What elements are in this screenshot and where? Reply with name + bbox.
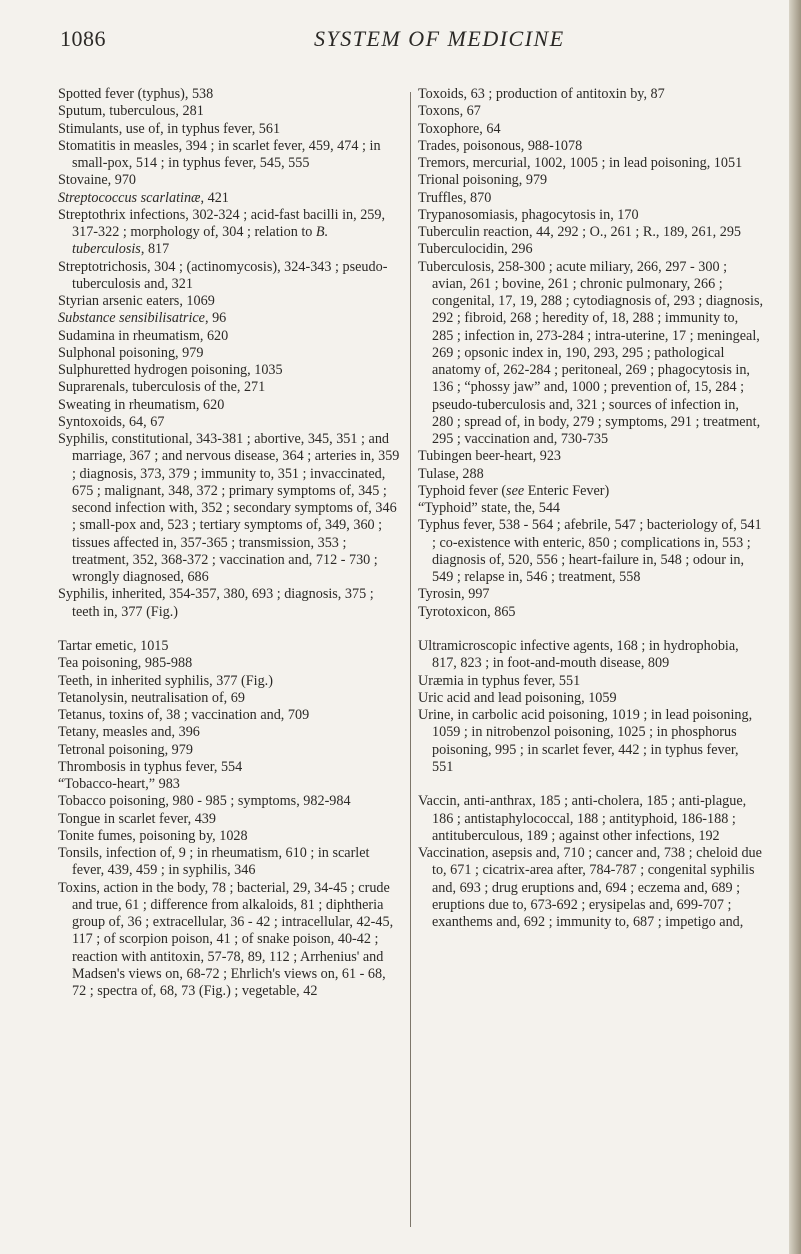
letter-section-gap <box>418 621 763 638</box>
index-entry: Syphilis, constitutional, 343-381 ; abortive, 345, 351 ; and marriage, 367 ; and nervous disease, 364 ; arteries in, 359 ; diagnosis, 373, 379 ; immunity to, 351 ; invaccinated, 675 ; malignant, 348, 372 ; primary symptoms of, 345 ; second infection with, 352 ; secondary symptoms of, 346 ; small-pox and, 523 ; tertiary symptoms of, 349, 360 ; tissues affected in, 357-365 ; transmission, 353 ; treatment, 352, 368-372 ; vaccination and, 712 - 730 ; wrongly diagnosed, 686 <box>58 431 400 585</box>
page-number: 1086 <box>60 26 106 51</box>
index-entry: Toxoids, 63 ; production of antitoxin by, 87 <box>418 86 665 102</box>
index-entry: Tonsils, infection of, 9 ; in rheumatism, 610 ; in scarlet fever, 439, 459 ; in syphilis, 346 <box>58 845 370 879</box>
index-entry: Uræmia in typhus fever, 551 <box>418 672 581 689</box>
index-entry: Tartar emetic, 1015 <box>58 638 169 654</box>
index-entry: Tetanus, toxins of, 38 ; vaccination and, 709 <box>58 707 310 723</box>
letter-section-gap <box>418 776 763 793</box>
index-entry: Urine, in carbolic acid poisoning, 1019 ; in lead poisoning, 1059 ; in nitrobenzol poisoning, 1025 ; in phosphorus poisoning, 995 ; in scarlet fever, 442 ; in typhus fever, 551 <box>418 707 753 775</box>
index-entry: Toxons, 67 <box>418 103 481 120</box>
index-entry: Trypanosomiasis, phagocytosis in, 170 <box>418 206 639 223</box>
index-entry: Tulase, 288 <box>418 465 484 482</box>
page-edge-shadow <box>789 0 801 1254</box>
index-entry: Suprarenals, tuberculosis of the, 271 <box>58 379 266 396</box>
index-entry: Tetronal poisoning, 979 <box>58 741 193 758</box>
index-entry: Sputum, tuberculous, 281 <box>58 103 204 120</box>
index-entry: Stimulants, use of, in typhus fever, 561 <box>58 120 281 137</box>
running-title: SYSTEM OF MEDICINE <box>314 26 565 51</box>
index-entry: Tuberculin reaction, 44, 292 ; O., 261 ; R., 189, 261, 295 <box>418 224 742 240</box>
index-entry: Tea poisoning, 985-988 <box>58 655 193 672</box>
index-entry: Tetanolysin, neutralisation of, 69 <box>58 689 245 706</box>
index-entry: Tobacco poisoning, 980 - 985 ; symptoms, 982-984 <box>58 793 351 810</box>
index-entry: Typhus fever, 538 - 564 ; afebrile, 547 ; bacteriology of, 541 ; co-existence with enteric, 850 ; complications in, 553 ; diagnosis of, 520, 556 ; heart-failure in, 548 ; odour in, 549 ; relapse in, 546 ; treatment, 558 <box>418 517 762 585</box>
index-entry: Teeth, in inherited syphilis, 377 (Fig.) <box>58 672 273 689</box>
index-entry: Syntoxoids, 64, 67 <box>58 413 165 430</box>
index-entry: Sulphonal poisoning, 979 <box>58 344 204 361</box>
index-entry: Tubingen beer-heart, 923 <box>418 448 562 465</box>
index-entry: Streptotrichosis, 304 ; (actinomycosis), 324-343 ; pseudo-tuberculosis and, 321 <box>58 258 388 292</box>
letter-section-gap <box>58 621 400 638</box>
index-entry: Substance sensibilisatrice, 96 <box>58 310 227 327</box>
index-entry: Trades, poisonous, 988-1078 <box>418 137 583 154</box>
index-entry: Tonite fumes, poisoning by, 1028 <box>58 827 248 844</box>
index-entry: Tyrotoxicon, 865 <box>418 603 516 620</box>
index-entry: Ultramicroscopic infective agents, 168 ; in hydrophobia, 817, 823 ; in foot-and-mouth disease, 809 <box>418 638 739 672</box>
index-entry: Sulphuretted hydrogen poisoning, 1035 <box>58 362 283 378</box>
index-entry: Styrian arsenic eaters, 1069 <box>58 293 215 309</box>
index-entry: Trional poisoning, 979 <box>418 172 548 189</box>
index-column-left <box>58 86 400 1000</box>
page-header <box>60 26 750 56</box>
index-entry: Vaccin, anti-anthrax, 185 ; anti-cholera, 185 ; anti-plague, 186 ; antistaphylococcal, 188 ; antityphoid, 186-188 ; antituberculous, 189 ; against other infections, 192 <box>418 793 747 844</box>
index-entry: Toxophore, 64 <box>418 120 501 137</box>
index-entry: “Typhoid” state, the, 544 <box>418 500 561 516</box>
index-entry: Tuberculocidin, 296 <box>418 241 533 258</box>
index-entry: Stovaine, 970 <box>58 172 137 189</box>
index-entry: Tremors, mercurial, 1002, 1005 ; in lead poisoning, 1051 <box>418 155 743 171</box>
index-entry: Tongue in scarlet fever, 439 <box>58 810 216 827</box>
index-entry: Streptococcus scarlatinæ, 421 <box>58 189 229 206</box>
index-entry: Tyrosin, 997 <box>418 586 490 603</box>
index-entry: Sweating in rheumatism, 620 <box>58 396 225 413</box>
index-entry: Uric acid and lead poisoning, 1059 <box>418 689 617 706</box>
index-entry: Toxins, action in the body, 78 ; bacterial, 29, 34-45 ; crude and true, 61 ; difference from alkaloids, 81 ; diphtheria group of, 36 ; extracellular, 36 - 42 ; intracellular, 42-45, 117 ; of scorpion poison, 41 ; of snake poison, 40-42 ; reaction with antitoxin, 57-78, 89, 112 ; Arrhenius' and Madsen's views on, 68-72 ; Ehrlich's views on, 61 - 68, 72 ; spectra of, 68, 73 (Fig.) ; vegetable, 42 <box>58 879 394 999</box>
index-entry: Thrombosis in typhus fever, 554 <box>58 758 243 775</box>
index-entry: Stomatitis in measles, 394 ; in scarlet fever, 459, 474 ; in small-pox, 514 ; in typhus fever, 545, 555 <box>58 137 381 171</box>
index-entry: Tuberculosis, 258-300 ; acute miliary, 266, 297 - 300 ; avian, 261 ; bovine, 261 ; chronic pulmonary, 266 ; congenital, 17, 19, 288 ; cytodiagnosis of, 293 ; diagnosis, 292 ; fibroid, 268 ; heredity of, 18, 288 ; immunity to, 285 ; infection in, 273-284 ; intra-uterine, 17 ; meningeal, 269 ; opsonic index in, 190, 293, 295 ; pathological anatomy of, 262-284 ; peritoneal, 269 ; phagocytosis in, 136 ; “phossy jaw” and, 1000 ; prevention of, 15, 284 ; pseudo-tuberculosis and, 321 ; sources of infection in, 280 ; spread of, in body, 279 ; symptoms, 291 ; treatment, 295 ; vaccination and, 730-735 <box>418 258 764 447</box>
index-entry: Spotted fever (typhus), 538 <box>58 86 214 102</box>
index-column-right <box>418 86 763 931</box>
index-entry: Typhoid fever (see Enteric Fever) <box>418 482 610 499</box>
index-entry: Truffles, 870 <box>418 189 492 206</box>
index-entry: Tetany, measles and, 396 <box>58 724 200 741</box>
index-entry: Vaccination, asepsis and, 710 ; cancer and, 738 ; cheloid due to, 671 ; cicatrix-area after, 784-787 ; congenital syphilis and, 693 ; drug eruptions and, 694 ; eczema and, 689 ; eruptions due to, 673-692 ; erysipelas and, 699-707 ; exanthems and, 692 ; immunity to, 687 ; impetigo and, <box>418 845 762 930</box>
index-entry: Syphilis, inherited, 354-357, 380, 693 ; diagnosis, 375 ; teeth in, 377 (Fig.) <box>58 586 374 620</box>
index-entry: Streptothrix infections, 302-324 ; acid-fast bacilli in, 259, 317-322 ; morphology of, 304 ; relation to B. tuberculosis, 817 <box>58 206 386 258</box>
index-entry: Sudamina in rheumatism, 620 <box>58 327 229 344</box>
column-divider <box>410 92 411 1227</box>
index-entry: “Tobacco-heart,” 983 <box>58 776 180 792</box>
